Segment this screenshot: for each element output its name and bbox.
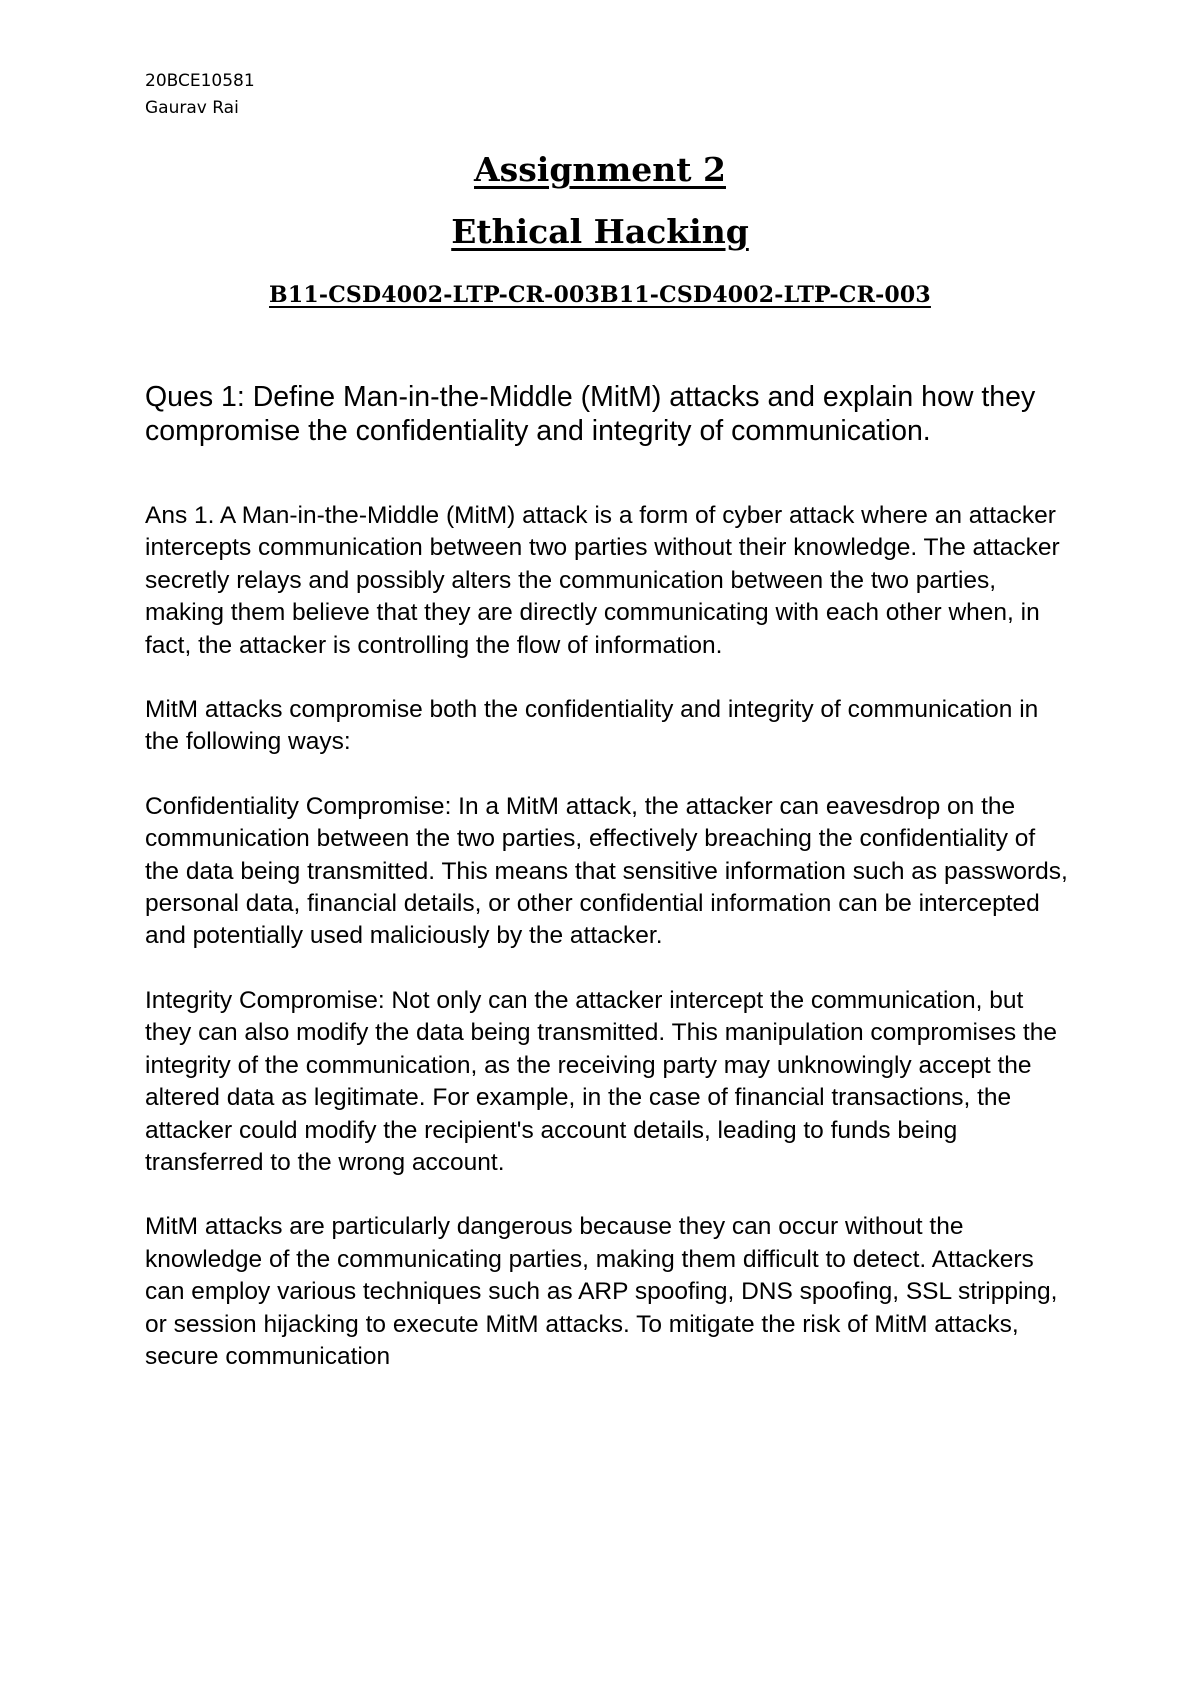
question-text: Ques 1: Define Man-in-the-Middle (MitM) attacks and explain how they compromise the confidentiality and integrity of communication. <box>145 381 1036 447</box>
student-name: Gaurav Rai <box>145 98 239 118</box>
course-code: B11-CSD4002-LTP-CR-003B11-CSD4002-LTP-CR-003 <box>269 282 931 308</box>
subject-title: Ethical Hacking <box>451 212 749 251</box>
answer-paragraph: Confidentiality Compromise: In a MitM attack, the attacker can eavesdrop on the communication between the two parties, effectively breaching the confidentiality of the data being transmitted. This means that sensitive information such as passwords, personal data, financial details, or other confidential information can be intercepted and potentially used maliciously by the attacker. <box>145 792 1068 950</box>
student-info <box>145 68 255 122</box>
document-body <box>145 380 1075 1405</box>
roll-number: 20BCE10581 <box>145 71 255 91</box>
assignment-title: Assignment 2 <box>474 150 726 189</box>
answer-paragraph: MitM attacks are particularly dangerous because they can occur without the knowledge of the communicating parties, making them difficult to detect. Attackers can employ various techniques such as ARP spoofing, DNS spoofing, SSL stripping, or session hijacking to execute MitM attacks. To mitigate the risk of MitM attacks, secure communication <box>145 1213 1058 1370</box>
answer-paragraph: Ans 1. A Man-in-the-Middle (MitM) attack is a form of cyber attack where an attacker intercepts communication between two parties without their knowledge. The attacker secretly relays and possibly alters the communication between the two parties, making them believe that they are directly communicating with each other when, in fact, the attacker is controlling the flow of information. <box>145 502 1060 659</box>
answer-paragraph: MitM attacks compromise both the confidentiality and integrity of communication in the following ways: <box>145 696 1039 756</box>
answer-paragraph: Integrity Compromise: Not only can the attacker intercept the communication, but they can also modify the data being transmitted. This manipulation compromises the integrity of the communication, as the receiving party may unknowingly accept the altered data as legitimate. For example, in the case of financial transactions, the attacker could modify the recipient's account details, leading to funds being transferred to the wrong account. <box>145 986 1057 1176</box>
title-block <box>0 150 1200 310</box>
